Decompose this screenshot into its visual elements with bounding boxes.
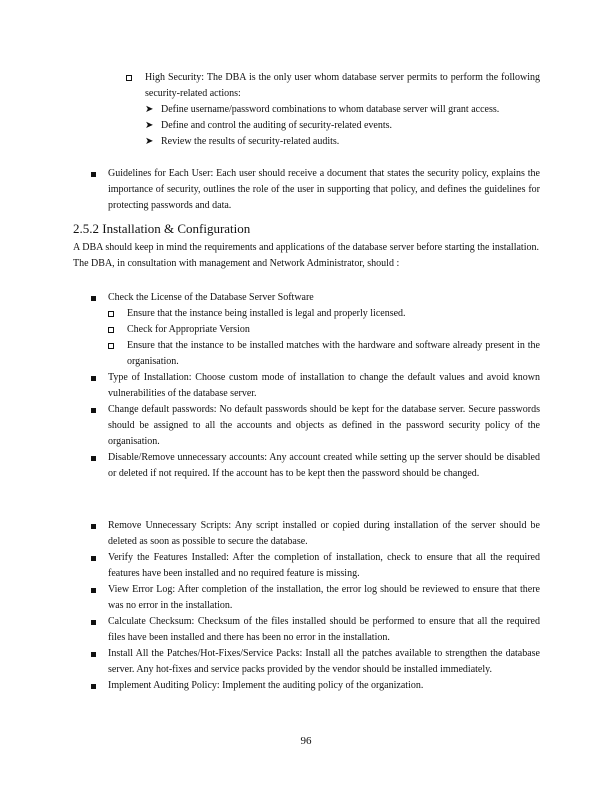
list-item: Ensure that the instance to be installed matches with the hardware and software already present in the organisation. <box>108 338 540 370</box>
square-bullet-icon <box>91 620 96 625</box>
square-bullet-icon <box>91 684 96 689</box>
list-item: Install All the Patches/Hot-Fixes/Service Packs: Install all the patches available to strengthen the database server. Any hot-fixes and service packs provided by the vendor should be installed immediately. <box>91 646 540 678</box>
hollow-square-bullet-icon <box>108 343 114 349</box>
page-number: 96 <box>300 735 312 747</box>
high-security-text: High Security: The DBA is the only user whom database server permits to perform the following security-related actions: <box>145 72 540 99</box>
list-item: View Error Log: After completion of the installation, the error log should be reviewed to ensure that there was no error in the installation. <box>91 582 540 614</box>
list-item: Ensure that the instance being installed is legal and properly licensed. <box>108 306 540 322</box>
arrowhead-bullet-icon: ➤ <box>145 136 154 147</box>
list-item: Change default passwords: No default passwords should be kept for the database server. Secure passwords should be assigned to all the accounts and objects as defined in the password security policy of the organisation. <box>91 402 540 450</box>
list-item: Check for Appropriate Version <box>108 322 540 338</box>
square-bullet-icon <box>91 296 96 301</box>
square-bullet-icon <box>91 588 96 593</box>
list-item: Verify the Features Installed: After the completion of installation, check to ensure that all the required features have been installed and no required feature is missing. <box>91 550 540 582</box>
list-item: ➤ Define and control the auditing of security-related events. <box>145 118 540 134</box>
guidelines-item <box>91 166 540 214</box>
license-sublist <box>91 306 540 370</box>
arrowhead-bullet-icon: ➤ <box>145 104 154 115</box>
square-bullet-icon <box>91 456 96 461</box>
hollow-square-bullet-icon <box>108 327 114 333</box>
guidelines-text: Guidelines for Each User: Each user should receive a document that states the security policy, explains the importance of security, outlines the role of the user in supporting that policy, and defines the guidelines for protecting passwords and data. <box>108 168 540 211</box>
installation-list-b <box>91 518 540 694</box>
square-bullet-icon <box>91 172 96 177</box>
hollow-square-bullet-icon <box>108 311 114 317</box>
list-item: Disable/Remove unnecessary accounts: Any account created while setting up the server should be disabled or deleted if not required. If the account has to be kept then the password should be changed. <box>91 450 540 482</box>
square-bullet-icon <box>91 524 96 529</box>
list-item: ➤ Review the results of security-related audits. <box>145 134 540 150</box>
list-item: Calculate Checksum: Checksum of the files installed should be performed to ensure that all the required files have been installed and there has been no error in the installation. <box>91 614 540 646</box>
intro-paragraph: A DBA should keep in mind the requirements and applications of the database server before starting the installation. The DBA, in consultation with management and Network Administrator, should : <box>73 242 539 269</box>
square-bullet-icon <box>91 376 96 381</box>
square-bullet-icon <box>91 556 96 561</box>
arrowhead-bullet-icon: ➤ <box>145 120 154 131</box>
list-item: Implement Auditing Policy: Implement the auditing policy of the organization. <box>91 678 540 694</box>
hollow-square-bullet-icon <box>126 75 132 81</box>
installation-list-a <box>91 290 540 482</box>
square-bullet-icon <box>91 408 96 413</box>
list-item: Remove Unnecessary Scripts: Any script installed or copied during installation of the server should be deleted as soon as possible to secure the database. <box>91 518 540 550</box>
high-security-item <box>126 70 540 102</box>
list-item: ➤ Define username/password combinations to whom database server will grant access. <box>145 102 540 118</box>
list-item: Check the License of the Database Server Software <box>91 290 540 306</box>
square-bullet-icon <box>91 652 96 657</box>
section-heading: 2.5.2 Installation & Configuration <box>73 221 251 236</box>
list-item: Type of Installation: Choose custom mode of installation to change the default values and avoid known vulnerabilities of the database server. <box>91 370 540 402</box>
high-security-sublist <box>145 102 540 150</box>
